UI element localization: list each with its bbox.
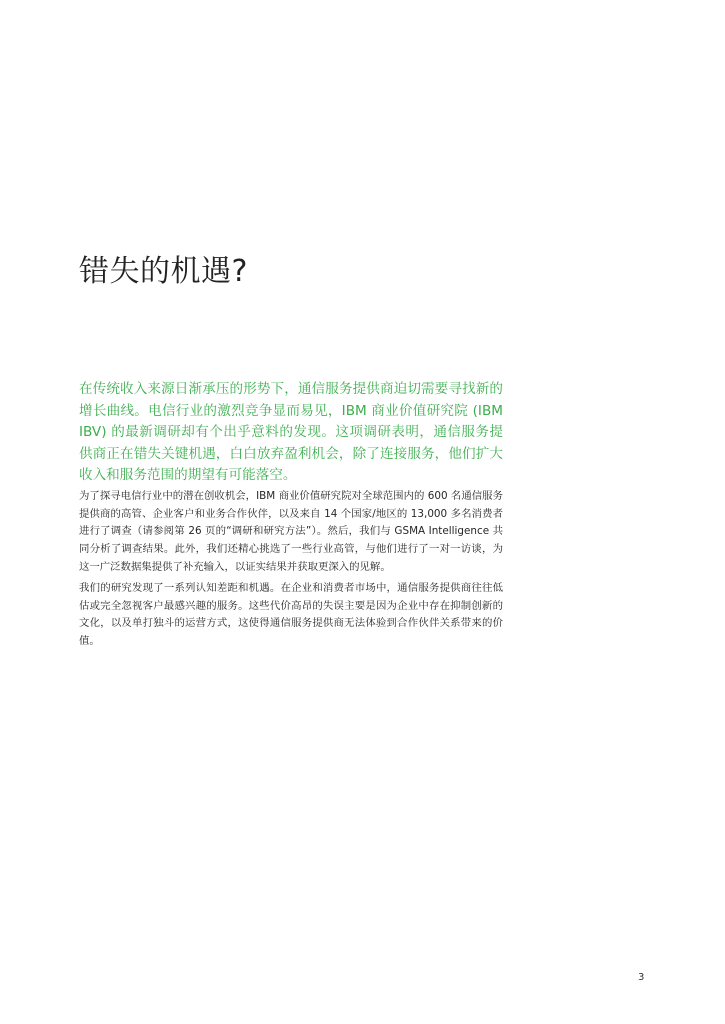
page-title: 错失的机遇? (79, 254, 248, 289)
page-number: 3 (638, 972, 645, 983)
intro-paragraph: 在传统收入来源日渐承压的形势下，通信服务提供商迫切需要寻找新的增长曲线。电信行业的激烈竞争显而易见，IBM 商业价值研究院 (IBM IBV) 的最新调研却有个出乎意料的发现。这项调研表明，通信服务提供商正在错失关键机遇，白白放弃盈利机会，除了连接服务，他们扩大收入和服务范围的期望有可能落空。 (79, 381, 503, 484)
body-paragraph-1: 为了探寻电信行业中的潜在创收机会，IBM 商业价值研究院对全球范围内的 600 名通信服务提供商的高管、企业客户和业务合作伙伴，以及来自 14 个国家/地区的 13,000 多名消费者进行了调查（请参阅第 26 页的“调研和研究方法”）。然后，我们与 GSMA Intelligence 共同分析了调查结果。此外，我们还精心挑选了一些行业高管，与他们进行了一对一访谈，为这一广泛数据集提供了补充输入，以证实结果并获取更深入的见解。 (79, 490, 503, 573)
body-paragraph-2: 我们的研究发现了一系列认知差距和机遇。在企业和消费者市场中，通信服务提供商往往低估或完全忽视客户最感兴趣的服务。这些代价高昂的失误主要是因为企业中存在抑制创新的文化，以及单打独斗的运营方式，这使得通信服务提供商无法体验到合作伙伴关系带来的价值。 (79, 582, 503, 648)
